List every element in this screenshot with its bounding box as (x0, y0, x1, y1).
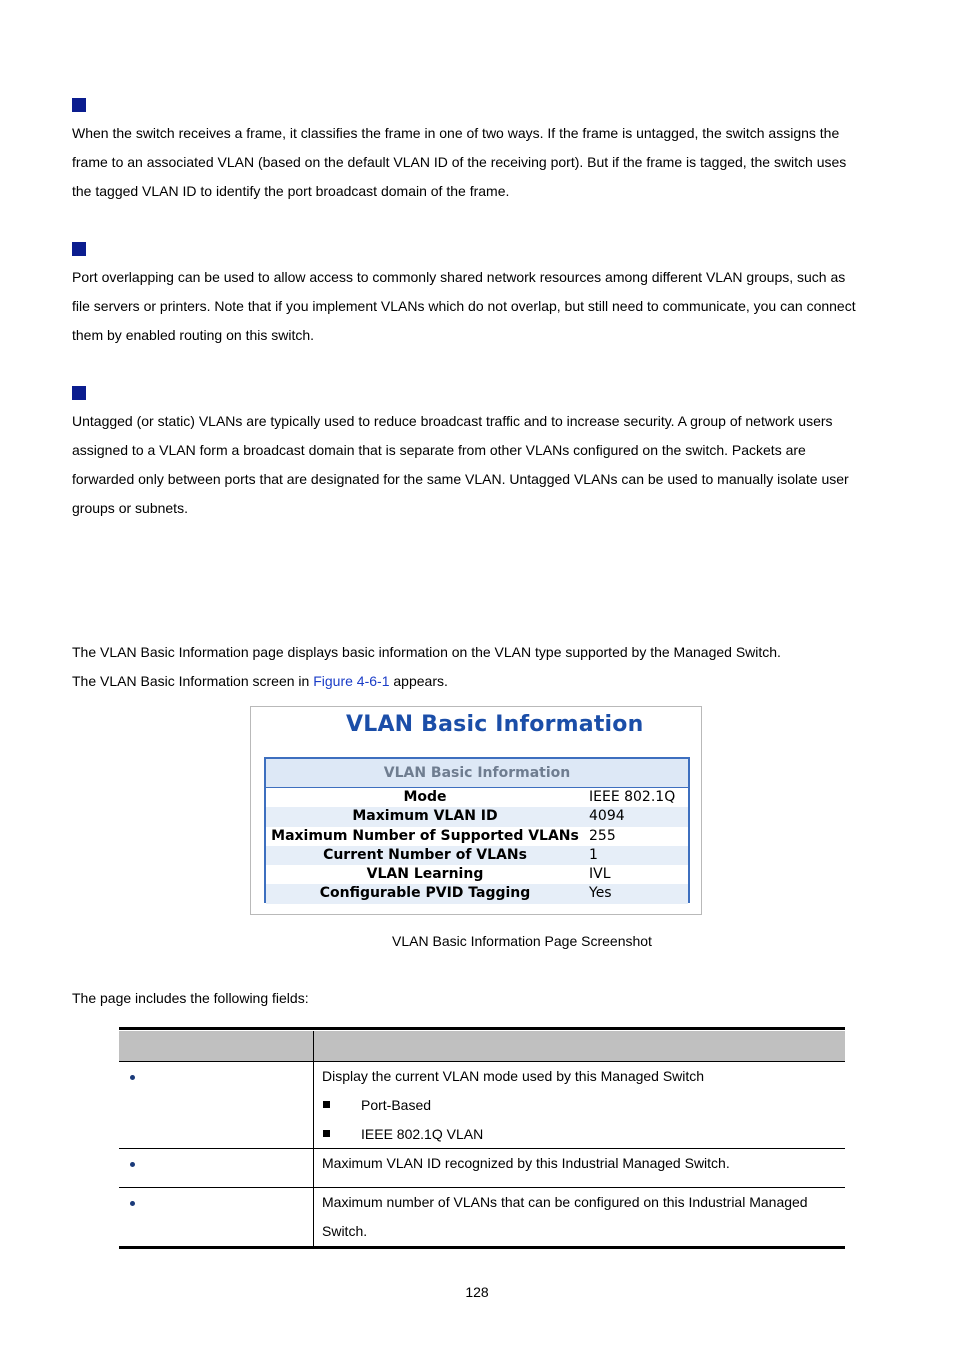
page-number: 128 (465, 1284, 489, 1300)
row-value: IVL (589, 866, 611, 883)
table-top-rule (119, 1027, 845, 1030)
row-label: VLAN Learning (366, 866, 484, 883)
field-description-continued: Switch. (322, 1223, 368, 1239)
table-row (266, 884, 688, 903)
figure-link[interactable]: Figure 4-6-1 (313, 673, 390, 689)
vlan-info-table-header: VLAN Basic Information (266, 759, 688, 788)
paragraph-frame-classification: When the switch receives a frame, it classifies the frame in one of two ways. If the frame is untagged, the switch assigns the frame to an associated VLAN (based on the default VLAN ID of the receiving port). But if the frame is tagged, the switch uses the tagged VLAN ID to identify the port broadcast domain of the frame. (72, 125, 847, 199)
row-value: Yes (589, 885, 612, 902)
intro-line-2: The VLAN Basic Information screen in Figure 4-6-1 appears. (72, 673, 448, 689)
row-label: Mode (403, 789, 447, 805)
field-description: Maximum number of VLANs that can be configured on this Industrial Managed (322, 1194, 808, 1210)
field-description: Maximum VLAN ID recognized by this Industrial Managed Switch. (322, 1155, 730, 1171)
field-description: Display the current VLAN mode used by this Managed Switch (322, 1068, 705, 1084)
section-marker-icon (72, 386, 86, 400)
vlan-info-table (264, 757, 690, 903)
table-row (266, 827, 688, 846)
row-value: 4094 (589, 808, 625, 825)
field-option: IEEE 802.1Q VLAN (361, 1126, 484, 1142)
bullet-icon (130, 1162, 135, 1167)
field-option: Port-Based (361, 1097, 432, 1113)
row-label: Maximum Number of Supported VLANs (271, 827, 579, 844)
square-bullet-icon (323, 1130, 330, 1137)
section-marker-icon (72, 242, 86, 256)
fields-intro: The page includes the following fields: (72, 990, 309, 1006)
square-bullet-icon (323, 1101, 330, 1108)
paragraph-intro: The VLAN Basic Information page displays basic information on the VLAN type supported by the Managed Switch. The VLAN Basic Information screen in Figure 4-6-1 appears. (72, 638, 887, 696)
row-value: IEEE 802.1Q (589, 789, 676, 805)
paragraph-untagged-vlans: Untagged (or static) VLANs are typically used to reduce broadcast traffic and to increase security. A group of network users assigned to a VLAN form a broadcast domain that is separate from other VLANs configured on the switch. Packets are forwarded only between ports that are designated for the same VLAN. Untagged VLANs can be used to manually isolate user groups or subnets. (72, 413, 849, 516)
row-label: Current Number of VLANs (323, 846, 527, 863)
row-label: Configurable PVID Tagging (319, 885, 531, 902)
table-row (266, 788, 688, 807)
bullet-icon (130, 1075, 135, 1080)
row-value: 1 (589, 846, 598, 863)
bullet-icon (130, 1201, 135, 1206)
vlan-basic-info-screenshot (250, 706, 702, 915)
row-label: Maximum VLAN ID (352, 808, 498, 825)
paragraph-port-overlapping: Port overlapping can be used to allow access to commonly shared network resources among different VLAN groups, such as file servers or printers. Note that if you implement VLANs which do not overlap, but still need to communicate, you can connect them by enabled routing on this switch. (72, 269, 856, 343)
table-header-row (119, 1031, 845, 1062)
screenshot-title: VLAN Basic Information (346, 712, 644, 737)
table-bottom-rule (119, 1246, 845, 1249)
table-row (266, 846, 688, 865)
section-marker-icon (72, 98, 86, 112)
table-row (266, 865, 688, 884)
row-value: 255 (589, 827, 616, 844)
table-column-divider (313, 1031, 314, 1247)
figure-caption: VLAN Basic Information Page Screenshot (392, 933, 652, 949)
table-row (266, 807, 688, 826)
